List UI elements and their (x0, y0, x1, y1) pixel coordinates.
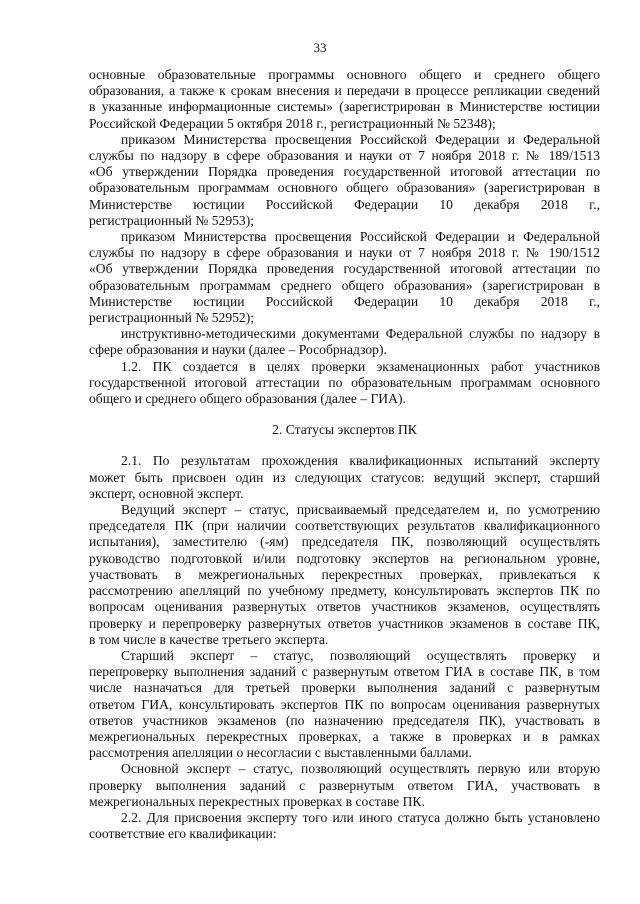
text-line: образования, а также к срокам внесения и передачи в процессе репликации сведений (89, 83, 600, 99)
text-line: в том числе в качестве третьего эксперта. (89, 631, 329, 647)
text-line: перепроверку выполнения заданий с развернутым ответом ГИА в составе ПК, в том (89, 664, 600, 680)
text-line: эксперт, основной эксперт. (89, 485, 244, 501)
text-line: ответом ГИА, консультировать экспертов ПК по вопросам оценивания развернутых (89, 696, 600, 712)
senior-expert-paragraph (89, 648, 600, 761)
text-line: Старший эксперт – статус, позволяющий осуществлять проверку и (121, 647, 600, 663)
section-2-1-paragraph (89, 453, 600, 502)
text-line: общего и среднего общего образования (далее – ГИА). (89, 391, 406, 407)
section-2-2-paragraph (89, 810, 600, 842)
text-line: председателя ПК (при наличии соответствующих результатов квалификационного (89, 518, 600, 534)
order-190-paragraph (89, 229, 600, 326)
text-line: рассмотрению апелляций по учебному предмету, консультировать экспертов ПК по (89, 583, 600, 599)
text-line: регистрационный № 52953); (89, 212, 255, 228)
text-line: службы по надзору в сфере образования и науки от 7 ноября 2018 г. № 189/1513 (89, 148, 600, 164)
text-line: испытания), заместителю (-ям) председателя ПК, позволяющий осуществлять (89, 534, 600, 550)
instructive-docs-paragraph (89, 326, 600, 358)
text-line: Министерстве юстиции Российской Федерации 10 декабря 2018 г., (89, 196, 600, 212)
text-line: числе назначаться для третьей проверки выполнения заданий с развернутым (89, 680, 600, 696)
text-line: Основной эксперт – статус, позволяющий осуществлять первую или вторую (121, 761, 600, 777)
text-line: приказом Министерства просвещения Российской Федерации и Федеральной (121, 229, 600, 245)
text-line: Министерстве юстиции Российской Федерации 10 декабря 2018 г., (89, 293, 600, 309)
text-line: службы по надзору в сфере образования и науки от 7 ноября 2018 г. № 190/1512 (89, 245, 600, 261)
text-line: проверку выполнения заданий с развернутым ответом ГИА, участвовать в (89, 777, 600, 793)
text-line: в указанные информационные системы» (зарегистрирован в Министерстве юстиции (89, 99, 600, 115)
text-line: межрегиональных перекрестных проверках в составе ПК. (89, 793, 425, 809)
page-number: 33 (313, 40, 327, 55)
text-line: инструктивно-методическими документами Федеральной службы по надзору в (121, 326, 600, 342)
text-line: регистрационный № 52952); (89, 310, 255, 326)
text-line: вопросам оценивания развернутых ответов участников экзаменов, осуществлять (89, 599, 600, 615)
text-line: рассмотрения апелляции о несогласии с выставленными баллами. (89, 745, 472, 761)
text-line: 2.1. По результатам прохождения квалификационных испытаний эксперту (121, 453, 600, 469)
text-line: соответствие его квалификации: (89, 826, 277, 842)
text-line: образовательным программам среднего общего образования» (зарегистрирован в (89, 277, 600, 293)
text-line: 1.2. ПК создается в целях проверки экзаменационных работ участников (121, 358, 600, 374)
main-expert-paragraph (89, 761, 600, 810)
section-1-2-paragraph (89, 359, 600, 408)
text-line: образовательным программам основного общего образования» (зарегистрирован в (89, 180, 600, 196)
text-line: руководство подготовкой и/или подготовку экспертов на региональном уровне, (89, 550, 600, 566)
text-line: Ведущий эксперт – статус, присваиваемый председателем и, по усмотрению (121, 502, 600, 518)
section-heading: 2. Статусы экспертов ПК (272, 422, 417, 438)
page-body (89, 67, 600, 842)
text-line: 2.2. Для присвоения эксперту того или иного статуса должно быть установлено (121, 809, 600, 825)
text-line: «Об утверждении Порядка проведения государственной итоговой аттестации по (89, 164, 600, 180)
lead-expert-paragraph (89, 502, 600, 648)
text-line: сфере образования и науки (далее – Рособрнадзор). (89, 342, 387, 358)
text-line: государственной итоговой аттестации по образовательным программам основного (89, 374, 600, 390)
text-line: приказом Министерства просвещения Российской Федерации и Федеральной (121, 131, 600, 147)
text-line: проверку и перепроверку развернутых ответов участников экзаменов в составе ПК, (89, 615, 600, 631)
text-line: Российской Федерации 5 октября 2018 г., регистрационный № 52348); (89, 115, 496, 131)
order-189-paragraph (89, 132, 600, 229)
text-line: «Об утверждении Порядка проведения государственной итоговой аттестации по (89, 261, 600, 277)
text-line: может быть присвоен один из следующих статусов: ведущий эксперт, старший (89, 469, 600, 485)
intro-paragraph (89, 67, 600, 132)
text-line: межрегиональных перекрестных проверках, а также в проверках и в рамках (89, 728, 600, 744)
text-line: участвовать в межрегиональных перекрестных проверках, привлекаться к (89, 566, 600, 582)
text-line: основные образовательные программы основного общего и среднего общего (89, 67, 600, 82)
text-line: ответов участников экзаменов (по назначению председателя ПК), участвовать в (89, 712, 600, 728)
